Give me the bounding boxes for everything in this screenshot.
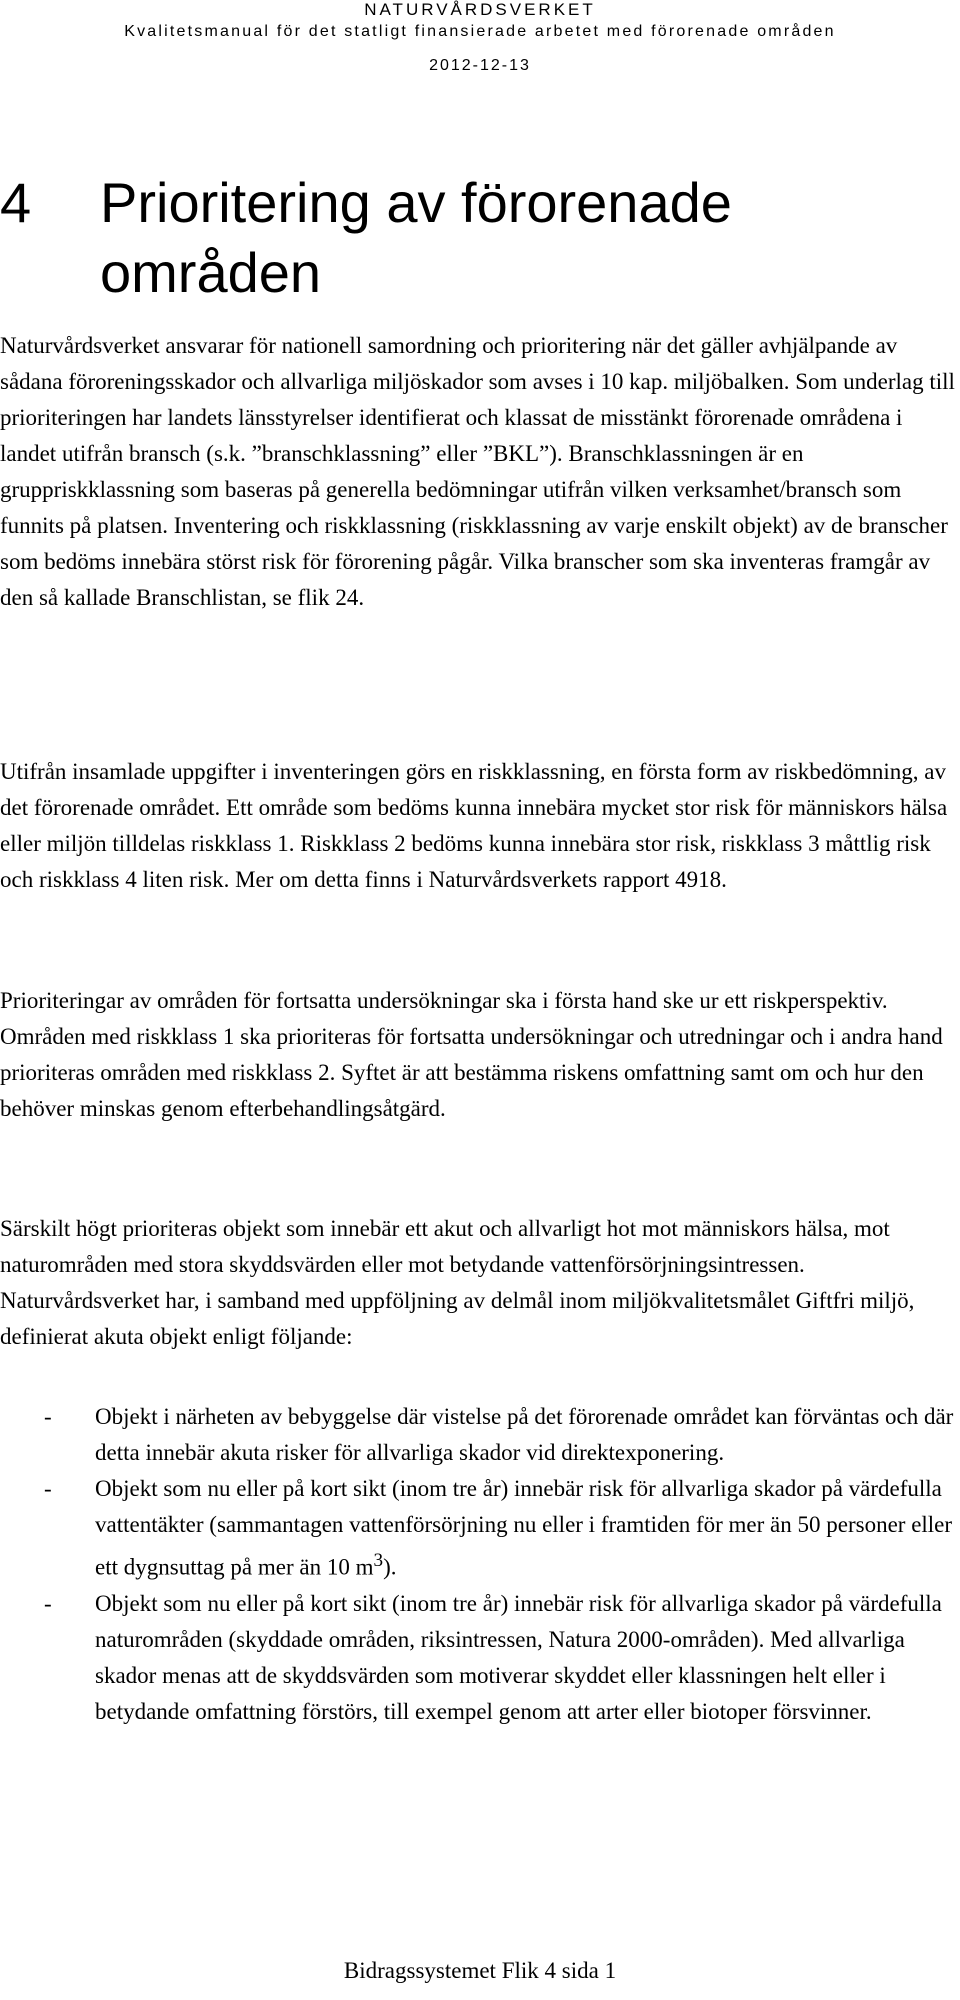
bullet-item-2 — [0, 1471, 958, 1586]
bullet-text: Objekt som nu eller på kort sikt (inom tre år) innebär risk för allvarliga skador på värdefulla naturområden (skyddade områden, riksintressen, Natura 2000-områden). Med allvarliga skador menas att de skyddsvärden som motiverar skyddet eller klassningen helt eller i betydande omfattning förstörs, till exempel genom att arter eller biotoper försvinner. — [95, 1590, 942, 1724]
body-paragraph-2 — [0, 754, 958, 898]
paragraph-text: Naturvårdsverket ansvarar för nationell samordning och prioritering när det gäller avhjälpande av sådana föroreningsskador och allvarliga miljöskador som avses i 10 kap. miljöbalken. Som underlag till prioriteringen har landets länsstyrelser identifierat och klassat de misstänkt förorenade områdena i landet utifrån bransch (s.k. ”branschklassning” eller ”BKL”). Branschklassningen är en gruppriskklassning som baseras på generella bedömningar utifrån vilken verksamhet/bransch som funnits på platsen. Inventering och riskklassning (riskklassning av varje enskilt objekt) av de branscher som bedöms innebära störst risk för förorening pågår. Vilka branscher som ska inventeras framgår av den så kallade Branschlistan, se flik 24. — [0, 333, 955, 610]
bullet-text: Objekt i närheten av bebyggelse där vistelse på det förorenade området kan förväntas och där detta innebär akuta risker för allvarliga skador vid direktexponering. — [95, 1404, 954, 1465]
bullet-dash: - — [44, 1590, 52, 1616]
body-paragraph-1 — [0, 328, 958, 616]
chapter-number: 4 — [0, 171, 32, 234]
paragraph-text: Särskilt högt prioriteras objekt som innebär ett akut och allvarligt hot mot människors hälsa, mot naturområden med stora skyddsvärden eller mot betydande vattenförsörjningsintressen. Naturvårdsverket har, i samband med uppföljning av delmål inom miljökvalitetsmålet Giftfri miljö, definierat akuta objekt enligt följande: — [0, 1216, 915, 1349]
header-document-title: Kvalitetsmanual för det statligt finansierade arbetet med förorenade områden — [124, 23, 836, 40]
paragraph-text: Prioriteringar av områden för fortsatta undersökningar ska i första hand ske ur ett riskperspektiv. Områden med riskklass 1 ska prioriteras för fortsatta undersökningar och utredningar och i andra hand prioriteras områden med riskklass 2. Syftet är att bestämma riskens omfattning samt om och hur den behöver minskas genom efterbehandlingsåtgärd. — [0, 988, 943, 1121]
bullet-item-3 — [0, 1586, 958, 1730]
header-date: 2012-12-13 — [429, 57, 531, 74]
paragraph-text: Utifrån insamlade uppgifter i inventeringen görs en riskklassning, en första form av riskbedömning, av det förorenade området. Ett område som bedöms kunna innebära mycket stor risk för människors hälsa eller miljön tilldelas riskklass 1. Riskklass 2 bedöms kunna innebära stor risk, riskklass 3 måttlig risk och riskklass 4 liten risk. Mer om detta finns i Naturvårdsverkets rapport 4918. — [0, 759, 948, 892]
superscript-exponent: 3 — [373, 1550, 384, 1571]
body-paragraph-4 — [0, 1211, 958, 1355]
body-paragraph-3 — [0, 983, 958, 1127]
page-footer: Bidragssystemet Flik 4 sida 1 — [343, 1958, 617, 1983]
chapter-title: Prioritering av förorenade områden — [100, 171, 732, 304]
bullet-text-end: ). — [383, 1554, 397, 1580]
bullet-item-1 — [0, 1399, 958, 1471]
bullet-dash: - — [44, 1476, 52, 1501]
bullet-dash: - — [44, 1404, 52, 1429]
header-organization: NATURVÅRDSVERKET — [364, 0, 596, 19]
bullet-text: Objekt som nu eller på kort sikt (inom tre år) innebär risk för allvarliga skador på värdefulla vattentäkter (sammantagen vattenförsörjning nu eller i framtiden för mer än 50 personer eller ett dygnsuttag på mer än 10 m — [95, 1476, 953, 1580]
bullet-list — [0, 1399, 958, 1730]
